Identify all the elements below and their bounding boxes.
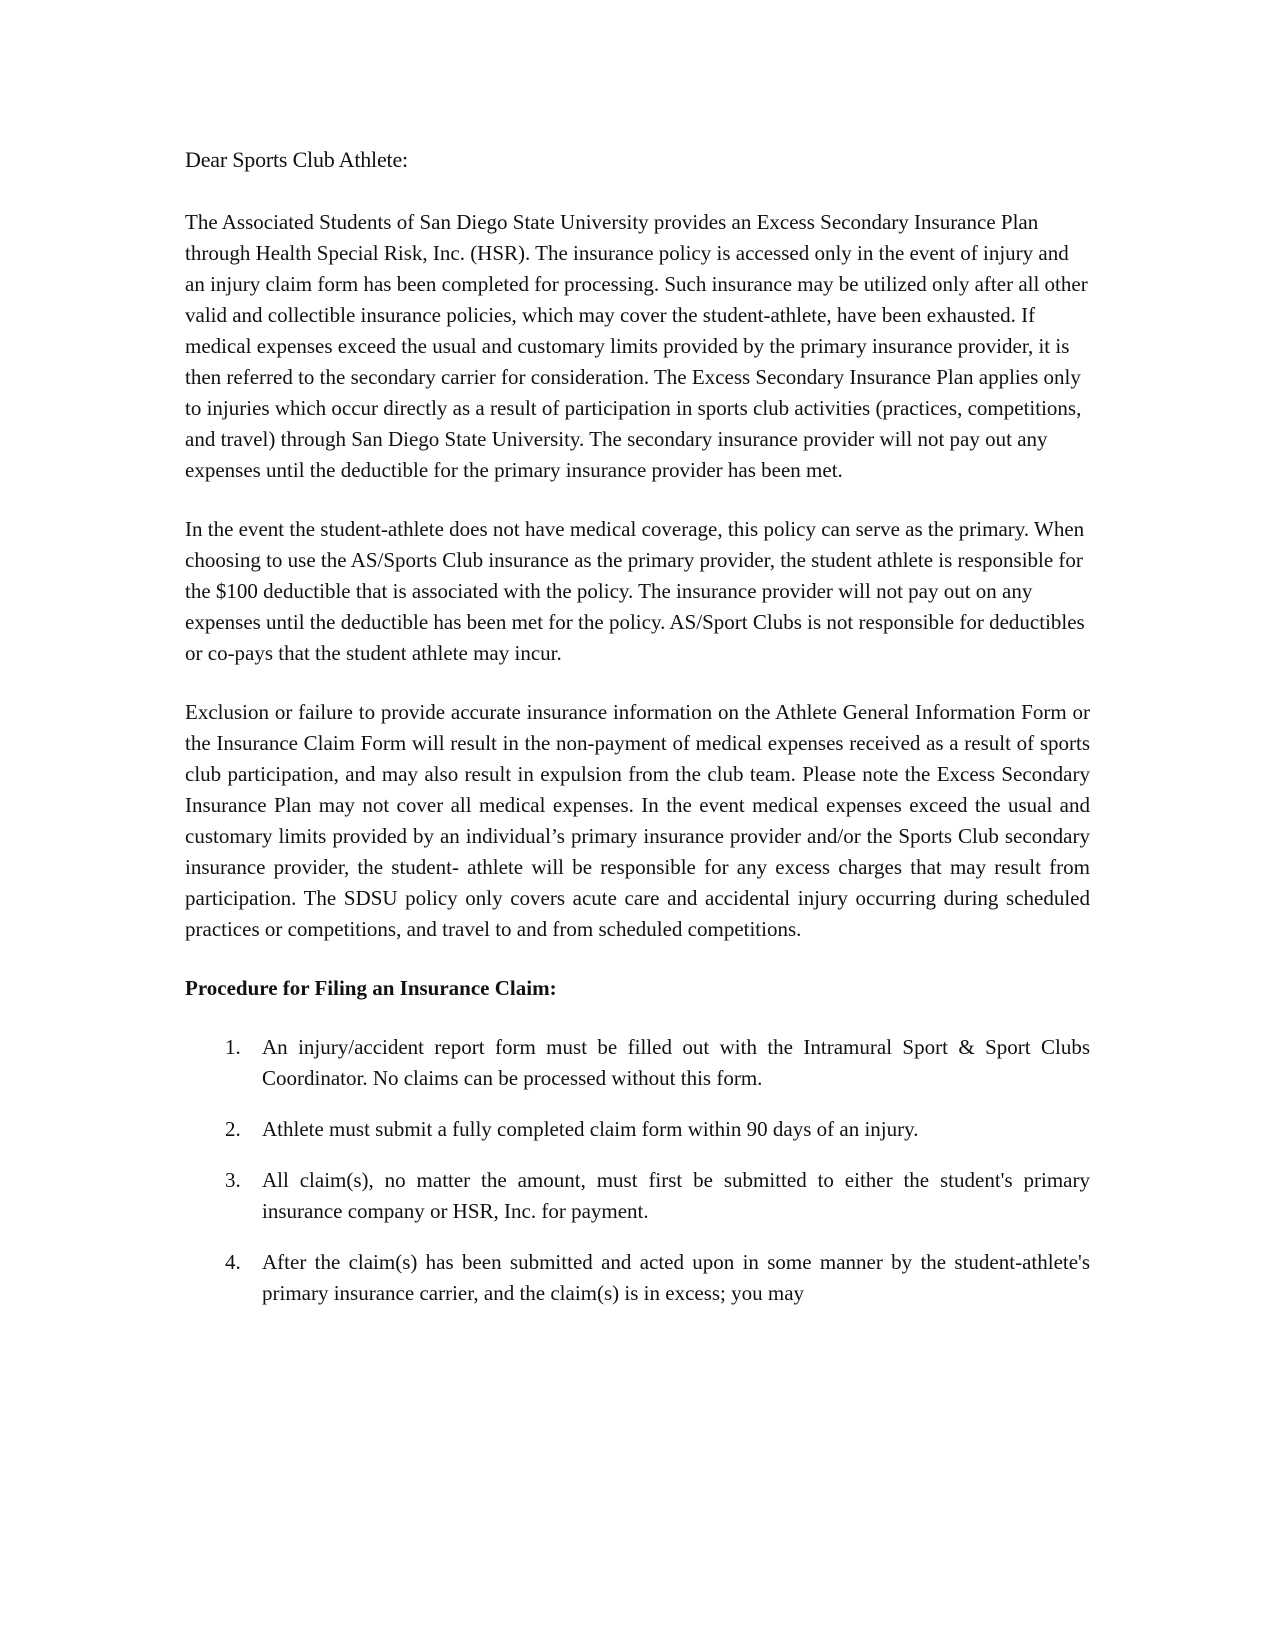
salutation: Dear Sports Club Athlete:: [185, 147, 408, 172]
procedure-steps-list: [185, 1032, 1090, 1309]
procedure-heading: Procedure for Filing an Insurance Claim:: [185, 976, 557, 1000]
step-text: All claim(s), no matter the amount, must first be submitted to either the student's primary insurance company or HSR, Inc. for payment.: [262, 1168, 1090, 1223]
paragraph-secondary-insurance-plan: The Associated Students of San Diego State University provides an Excess Secondary Insurance Plan through Health Special Risk, Inc. (HSR). The insurance policy is accessed only in the event of injury and an injury claim form has been completed for processing. Such insurance may be utilized only after all other valid and collectible insurance policies, which may cover the student-athlete, have been exhausted. If medical expenses exceed the usual and customary limits provided by the primary insurance provider, it is then referred to the secondary carrier for consideration. The Excess Secondary Insurance Plan applies only to injuries which occur directly as a result of participation in sports club activities (practices, competitions, and travel) through San Diego State University. The secondary insurance provider will not pay out any expenses until the deductible for the primary insurance provider has been met.: [185, 210, 1088, 482]
step-text: After the claim(s) has been submitted and acted upon in some manner by the student-athlete's primary insurance carrier, and the claim(s) is in excess; you may: [262, 1250, 1090, 1305]
letter-page: [185, 145, 1090, 1329]
step-number: 3.: [225, 1168, 241, 1192]
step-number: 1.: [225, 1035, 241, 1059]
step-number: 2.: [225, 1117, 241, 1141]
procedure-step: [185, 1247, 1090, 1309]
procedure-step: [185, 1165, 1090, 1227]
procedure-step: [185, 1114, 1090, 1145]
step-text: Athlete must submit a fully completed claim form within 90 days of an injury.: [262, 1117, 919, 1141]
paragraph-exclusion-failure: Exclusion or failure to provide accurate insurance information on the Athlete General Information Form or the Insurance Claim Form will result in the non-payment of medical expenses received as a result of sports club participation, and may also result in expulsion from the club team. Please note the Excess Secondary Insurance Plan may not cover all medical expenses. In the event medical expenses exceed the usual and customary limits provided by an individual’s primary insurance provider and/or the Sports Club secondary insurance provider, the student- athlete will be responsible for any excess charges that may result from participation. The SDSU policy only covers acute care and accidental injury occurring during scheduled practices or competitions, and travel to and from scheduled competitions.: [185, 700, 1090, 941]
step-number: 4.: [225, 1250, 241, 1274]
paragraph-primary-coverage: In the event the student-athlete does not have medical coverage, this policy can serve as the primary. When choosing to use the AS/Sports Club insurance as the primary provider, the student athlete is responsible for the $100 deductible that is associated with the policy. The insurance provider will not pay out on any expenses until the deductible has been met for the policy. AS/Sport Clubs is not responsible for deductibles or co-pays that the student athlete may incur.: [185, 517, 1085, 665]
step-text: An injury/accident report form must be filled out with the Intramural Sport & Sport Clubs Coordinator. No claims can be processed without this form.: [262, 1035, 1090, 1090]
procedure-step: [185, 1032, 1090, 1094]
